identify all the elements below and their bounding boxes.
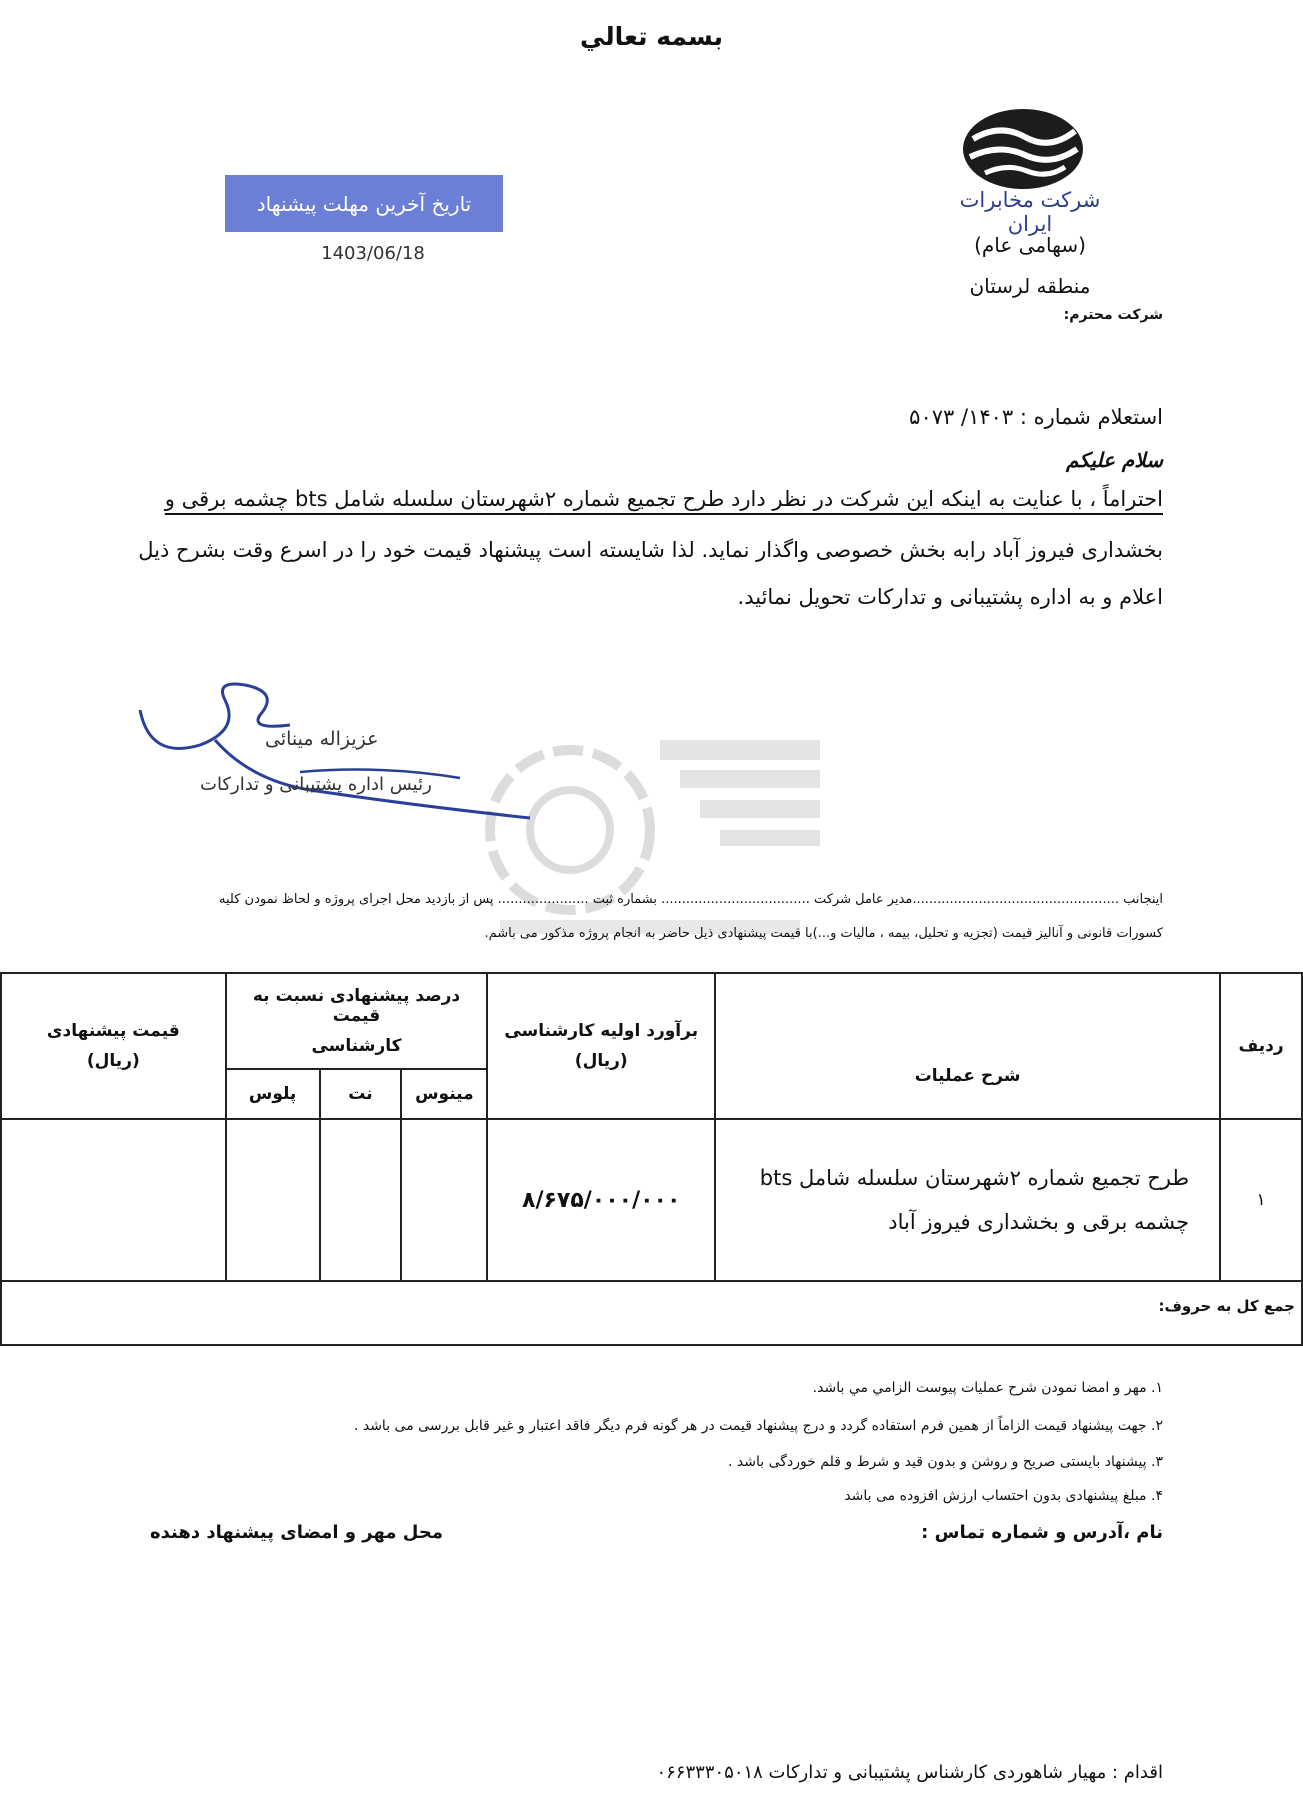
cell-row-number: ۱ [1220,1119,1302,1281]
header-price [1,973,226,1119]
contact-label: نام ،آدرس و شماره تماس : [921,1522,1163,1543]
note-item: ۲. جهت پیشنهاد قیمت الزاماً از همین فرم استفاده گردد و درج پیشنهاد قیمت در هر گونه فرم دیگر فاقد اعتبار و غیر قابل بررسی می باشد . [353,1418,1163,1434]
header-estimate-title: برآورد اولیه کارشناسی [504,1021,699,1041]
greeting: سلام علیکم [1066,448,1163,472]
note-item: ۴. مبلغ پیشنهادی بدون احتساب ارزش افزوده می باشد [844,1488,1163,1504]
note-item: ۳. پیشنهاد بایستی صریح و روشن و بدون قید و شرط و قلم خوردگی باشد . [728,1454,1163,1470]
action-officer: اقدام : مهیار شاهوردی کارشناس پشتیبانی و تدارکات ۰۶۶۳۳۳۰۵۰۱۸ [656,1762,1163,1783]
cell-net [320,1119,402,1281]
bidder-statement: کسورات قانونی و آنالیز قیمت (تجزیه و تحلیل، بیمه ، مالیات و...)با قیمت پیشنهادی ذیل حاضر به انجام پروژه مذکور می باشم. [484,926,1163,941]
header-estimate [487,973,715,1119]
header-plus: پلوس [226,1069,320,1119]
company-region: منطقه لرستان [969,274,1091,298]
letter-body-line: بخشداری فیروز آباد رابه بخش خصوصی واگذار نماید. لذا شایسته است پیشنهاد قیمت خود را در اسرع وقت بشرح ذیل [138,538,1163,562]
operations-table [0,972,1303,1346]
cell-estimate: ۸/۶۷۵/۰۰۰/۰۰۰ [487,1119,715,1281]
cell-description-line: طرح تجمیع شماره ۲شهرستان سلسله شامل bts [759,1166,1190,1190]
document-heading: بسمه تعالي [579,22,724,51]
signatory-title: رئیس اداره پشتیبانی و تدارکات [200,774,432,795]
letter-body-line: اعلام و به اداره پشتیبانی و تدارکات تحویل نمائید. [737,585,1163,609]
deadline-label: تاریخ آخرین مهلت پیشنهاد [225,175,503,232]
letter-body-line: احتراماً ، با عنایت به اینکه این شرکت در نظر دارد طرح تجمیع شماره ۲شهرستان سلسله شامل bts چشمه برقی و [164,487,1163,511]
header-percent [226,973,488,1069]
header-net: نت [320,1069,402,1119]
signatory-name: عزیزاله مینائی [265,728,379,750]
header-percent-title: درصد پیشنهادی نسبت به قیمت [252,986,461,1026]
cell-price [1,1119,226,1281]
tci-logo-icon [955,105,1090,195]
header-percent-sub: کارشناسی [311,1036,402,1056]
company-name: شرکت مخابرات ایران [959,188,1101,236]
cell-plus [226,1119,320,1281]
cell-description [715,1119,1220,1281]
header-row-number: ردیف [1220,973,1302,1119]
deadline-date: 1403/06/18 [321,243,425,264]
cell-minus [401,1119,487,1281]
header-price-title: قیمت پیشنهادی [46,1021,180,1041]
seal-signature-label: محل مهر و امضای پیشنهاد دهنده [150,1522,443,1543]
header-estimate-unit: (ریال) [574,1051,628,1071]
bidder-statement: اینجانب ..................................................مدیر عامل شرکت .................................... بشماره ثبت ...................... پس از بازدید محل اجرای پروژه و لحاظ نمودن کلیه [219,892,1163,907]
note-item: ۱. مهر و امضا نمودن شرح عملیات پیوست الزامي مي باشد. [812,1380,1163,1396]
salutation-company: شرکت محترم: [1063,307,1163,323]
total-in-words-label: جمع کل به حروف: [1,1281,1302,1345]
header-minus: مینوس [401,1069,487,1119]
inquiry-number: استعلام شماره : ۱۴۰۳/ ۵۰۷۳ [909,405,1163,429]
company-type: (سهامی عام) [974,233,1086,257]
header-price-unit: (ریال) [86,1051,140,1071]
table-row [1,1119,1302,1281]
header-description: شرح عملیات [715,973,1220,1119]
cell-description-line: چشمه برقی و بخشداری فیروز آباد [888,1210,1190,1234]
